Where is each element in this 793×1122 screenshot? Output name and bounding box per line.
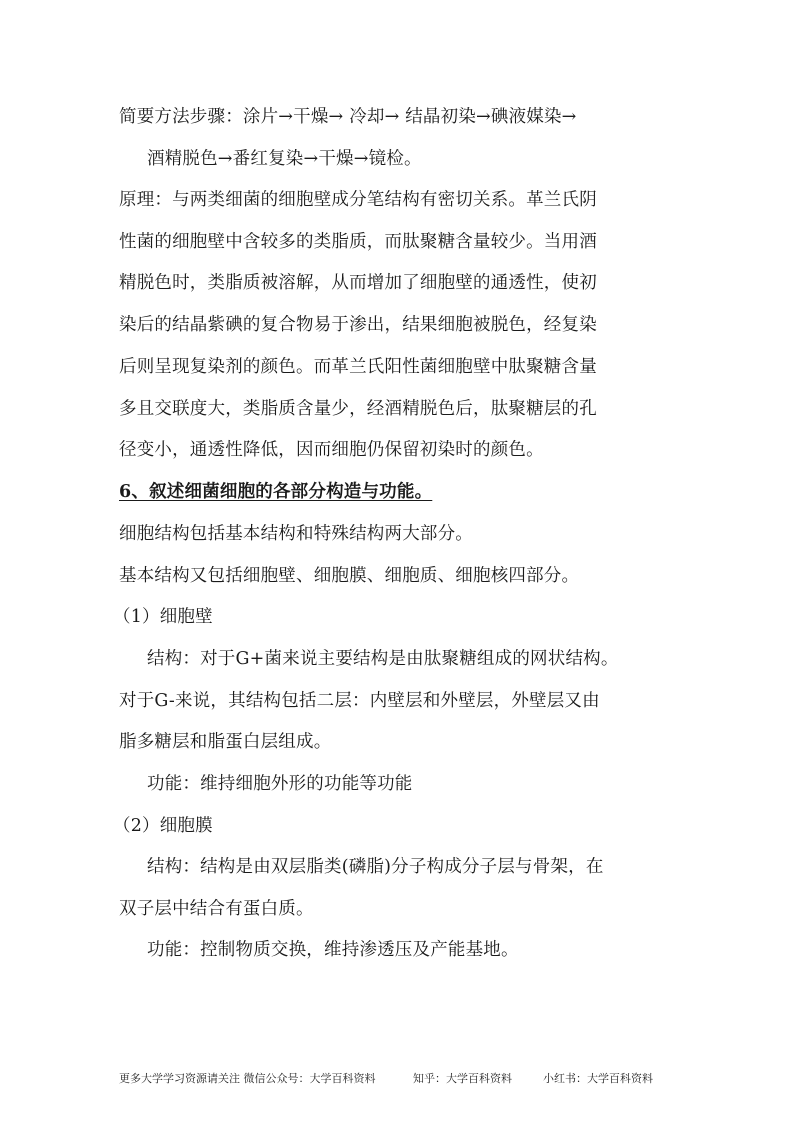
cell-wall-structure-line-1: 结构：对于G+菌来说主要结构是由肽聚糖组成的网状结构。 bbox=[147, 649, 619, 669]
cell-wall-subheading: （1）细胞壁 bbox=[113, 607, 213, 627]
principle-line-2: 性菌的细胞壁中含较多的类脂质，而肽聚糖含量较少。当用酒 bbox=[119, 232, 597, 252]
footer-zhihu-note: 知乎：大学百科资料 bbox=[413, 1072, 512, 1085]
footer-xiaohongshu-note: 小红书：大学百科资料 bbox=[543, 1072, 653, 1085]
principle-line-6: 多且交联度大，类脂质含量少，经酒精脱色后，肽聚糖层的孔 bbox=[119, 399, 597, 419]
method-steps-line-2: 酒精脱色→番红复染→干燥→镜检。 bbox=[147, 149, 422, 169]
cell-wall-structure-line-2: 对于G-来说，其结构包括二层：内壁层和外壁层，外壁层又由 bbox=[119, 691, 600, 711]
question-6-heading: 6、叙述细菌细胞的各部分构造与功能。 bbox=[119, 482, 433, 502]
method-steps-line-1: 简要方法步骤：涂片→干燥→ 冷却→ 结晶初染→碘液媒染→ bbox=[119, 107, 577, 127]
principle-line-4: 染后的结晶紫碘的复合物易于渗出，结果细胞被脱色，经复染 bbox=[119, 315, 597, 335]
cell-structure-intro: 细胞结构包括基本结构和特殊结构两大部分。 bbox=[119, 524, 473, 544]
principle-line-5: 后则呈现复染剂的颜色。而革兰氏阳性菌细胞壁中肽聚糖含量 bbox=[119, 357, 597, 377]
principle-line-7: 径变小，通透性降低，因而细胞仍保留初染时的颜色。 bbox=[119, 440, 544, 460]
principle-line-1: 原理：与两类细菌的细胞壁成分笔结构有密切关系。革兰氏阴 bbox=[119, 190, 597, 210]
basic-structure-intro: 基本结构又包括细胞壁、细胞膜、细胞质、细胞核四部分。 bbox=[119, 566, 580, 586]
cell-membrane-subheading: （2）细胞膜 bbox=[113, 816, 213, 836]
footer-wechat-note: 更多大学学习资源请关注 微信公众号：大学百科资料 bbox=[119, 1072, 376, 1085]
principle-line-3: 精脱色时，类脂质被溶解，从而增加了细胞壁的通透性，使初 bbox=[119, 273, 597, 293]
cell-membrane-structure-line-1: 结构：结构是由双层脂类(磷脂)分子构成分子层与骨架，在 bbox=[147, 857, 604, 877]
cell-membrane-structure-line-2: 双子层中结合有蛋白质。 bbox=[119, 899, 314, 919]
cell-wall-structure-line-3: 脂多糖层和脂蛋白层组成。 bbox=[119, 732, 332, 752]
cell-wall-function: 功能：维持细胞外形的功能等功能 bbox=[147, 774, 413, 794]
cell-membrane-function: 功能：控制物质交换，维持渗透压及产能基地。 bbox=[147, 940, 519, 960]
